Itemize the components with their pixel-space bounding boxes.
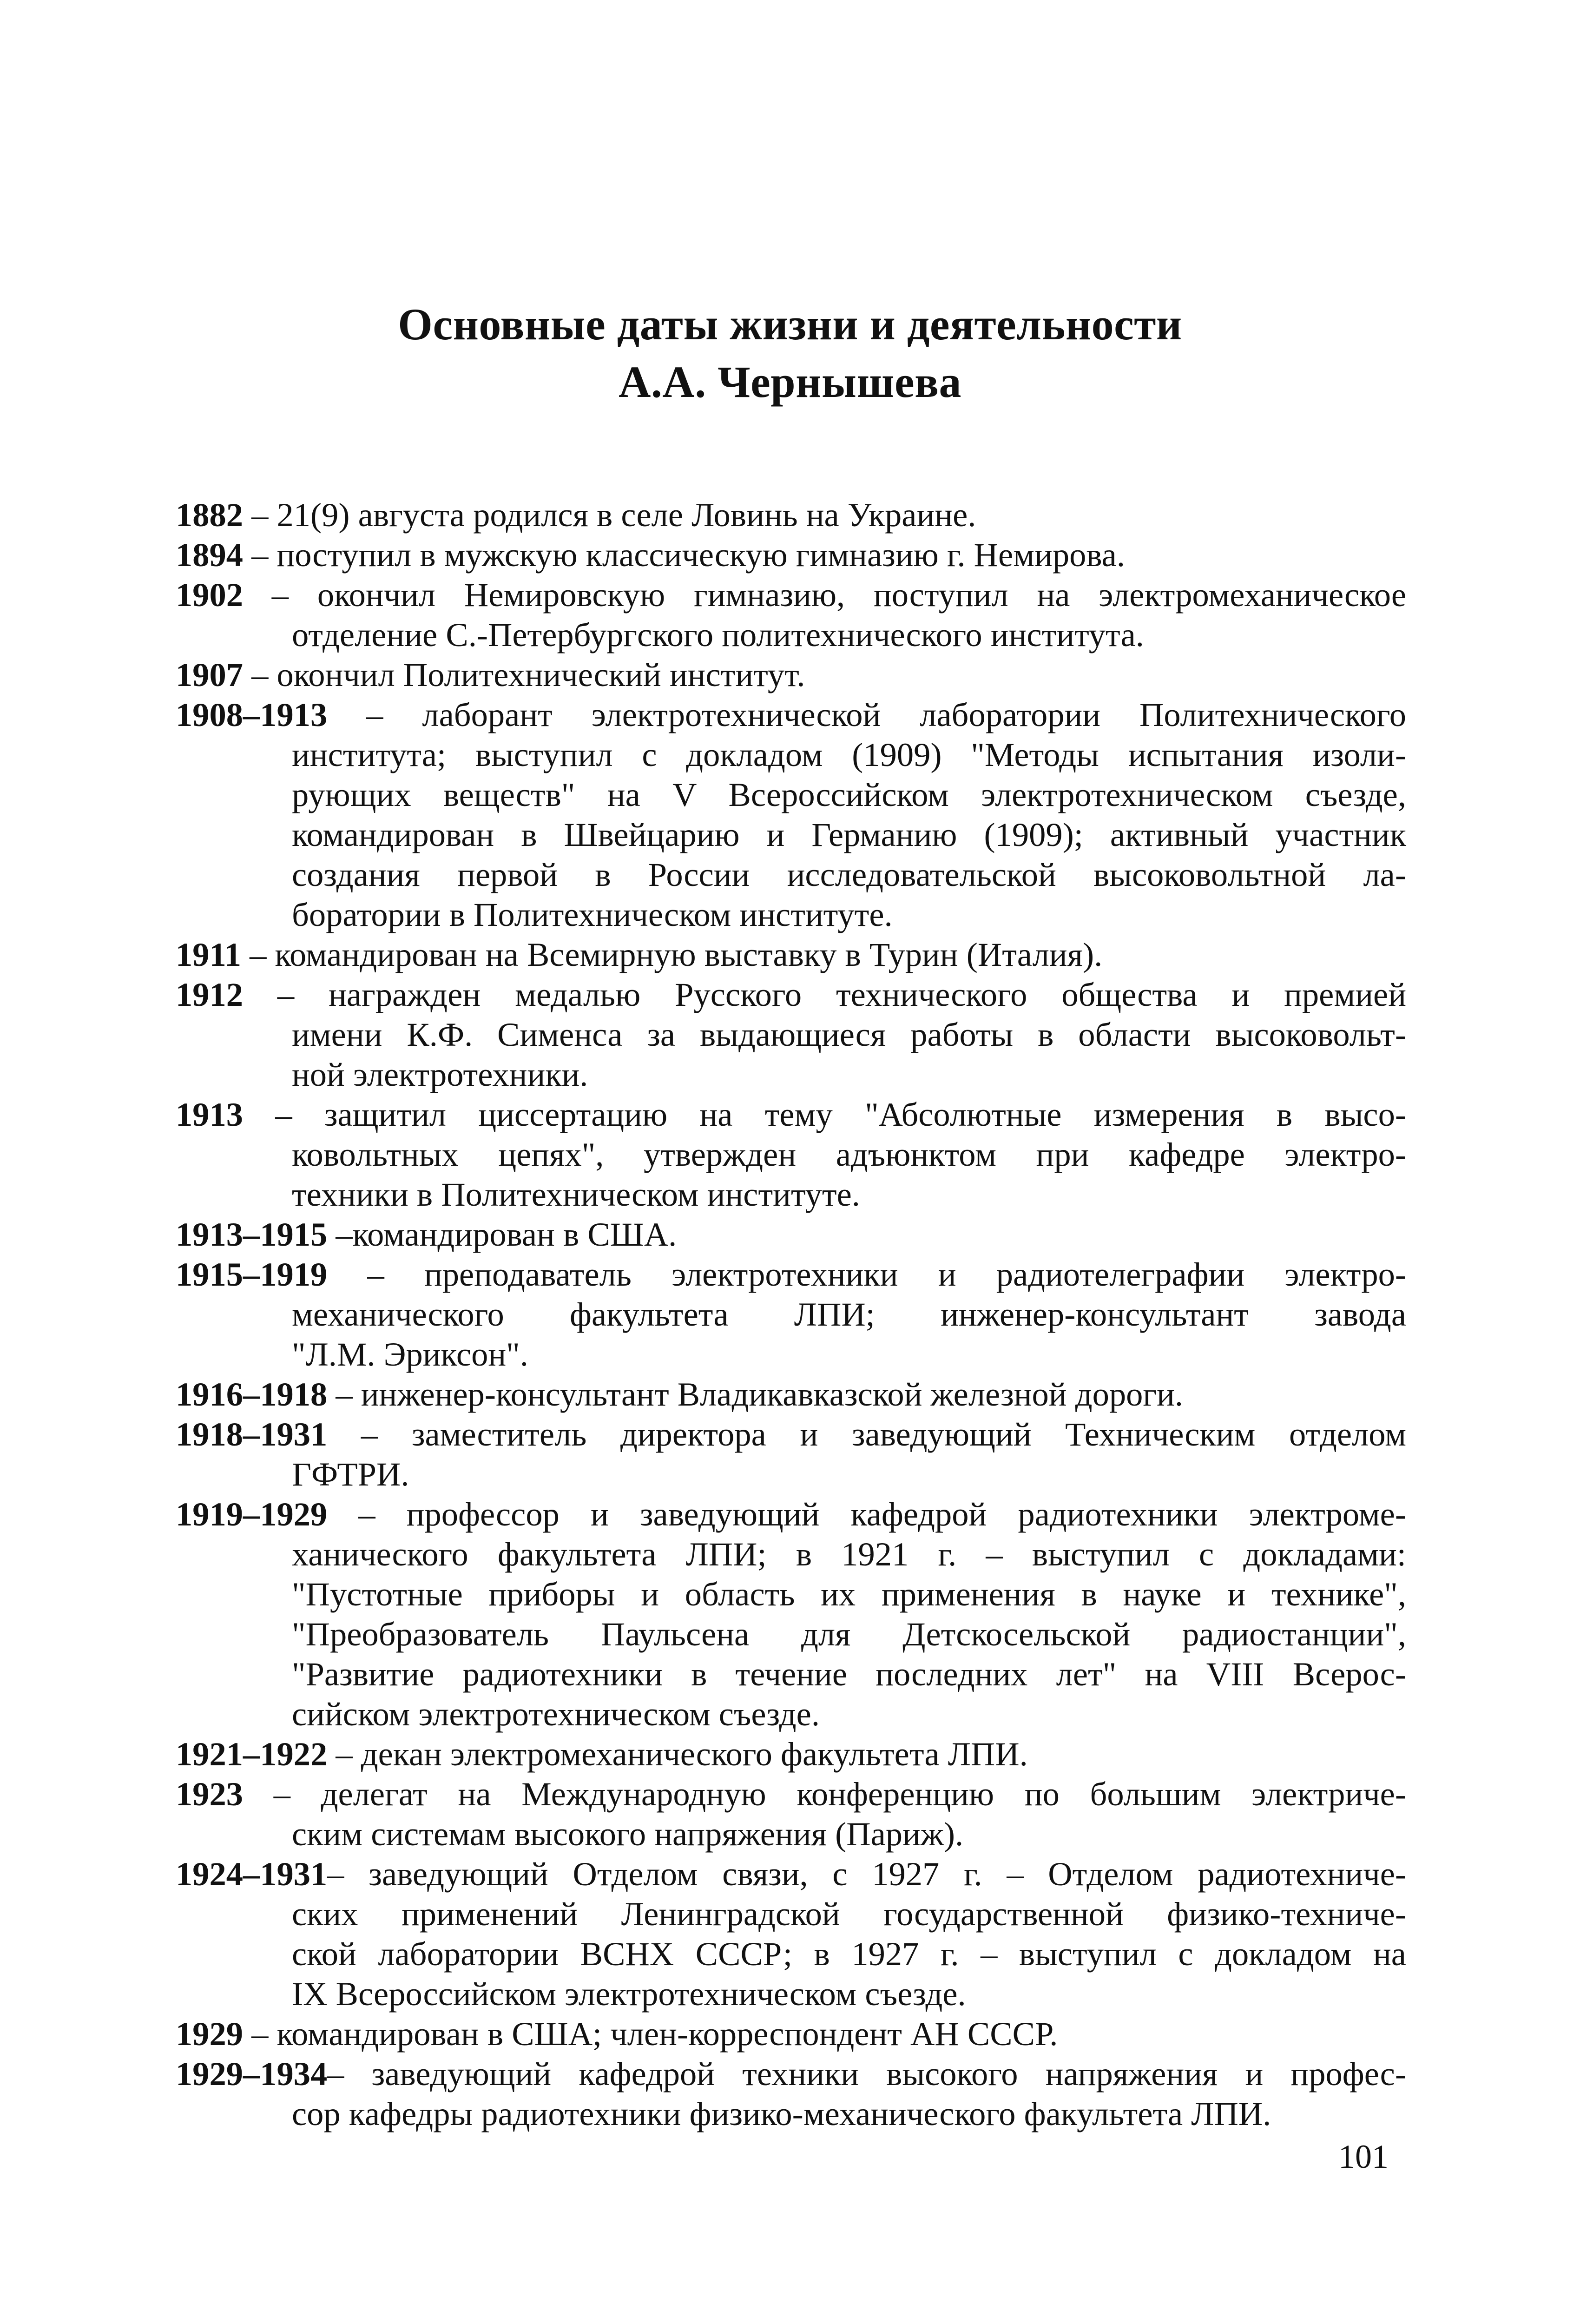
entry-continuation-line: рующих веществ" на V Всероссийском электротехническом съезде,	[292, 776, 1406, 813]
entry-continuation-line: института; выступил с докладом (1909) "Методы испытания изоли-	[292, 736, 1406, 773]
entry-first-line	[176, 1494, 1406, 1534]
entry-first-line	[176, 1254, 1406, 1294]
entry-year: 1908–1913	[176, 696, 328, 733]
entry-first-line	[176, 695, 1406, 735]
entry-text: декан электромеханического факультета ЛПИ.	[361, 1735, 1028, 1773]
entry-continuation-line: командирован в Швейцарию и Германию (1909); активный участник	[292, 816, 1406, 853]
chronology-entry	[176, 1494, 1406, 1734]
entry-year: 1894	[176, 536, 243, 574]
entry-continuation-line: "Преобразователь Паульсена для Детскосельской радиостанции",	[292, 1615, 1406, 1653]
entry-text: инженер-консультант Владикавказской железной дороги.	[361, 1375, 1183, 1413]
entry-dash: –	[243, 496, 277, 534]
entry-text: защитил циссертацию на тему "Абсолютные измерения в высо-	[324, 1096, 1407, 1133]
entry-year: 1882	[176, 496, 243, 534]
entry-first-line	[176, 1854, 1406, 1894]
entry-continuation-line: ским системам высокого напряжения (Париж).	[292, 1815, 964, 1853]
entry-dash: –	[327, 1375, 361, 1413]
entry-text: командирован в США.	[352, 1215, 677, 1253]
chronology-entry	[176, 1774, 1406, 1854]
entry-first-line	[176, 1734, 1406, 1774]
entry-continuation-line: "Развитие радиотехники в течение последних лет" на VIII Всерос-	[292, 1655, 1406, 1693]
chronology-entry	[176, 575, 1406, 655]
entry-first-line	[176, 1374, 1406, 1414]
entry-year: 1929	[176, 2015, 243, 2053]
entry-first-line	[176, 1095, 1406, 1135]
entry-continuation-line: ной электротехники.	[292, 1056, 588, 1093]
chronology-entry	[176, 495, 1406, 535]
entry-year: 1902	[176, 576, 243, 614]
entry-continuation-line: техники в Политехническом институте.	[292, 1175, 860, 1213]
entry-year: 1913	[176, 1096, 243, 1133]
entry-dash: –	[327, 1855, 369, 1893]
entry-continuation-line: ханического факультета ЛПИ; в 1921 г. – выступил с докладами:	[292, 1535, 1406, 1573]
entry-continuation-line: боратории в Политехническом институте.	[292, 896, 893, 933]
entry-year: 1923	[176, 1775, 243, 1813]
entry-dash: –	[243, 976, 329, 1013]
entry-first-line	[176, 2014, 1406, 2054]
chronology-entry	[176, 1734, 1406, 1774]
entry-text: преподаватель электротехники и радиотелеграфии электро-	[424, 1255, 1407, 1293]
entry-first-line	[176, 1215, 1406, 1254]
entry-continuation-line: отделение С.-Петербургского политехнического института.	[292, 616, 1144, 654]
entry-first-line	[176, 935, 1406, 975]
entry-text: лаборант электротехнической лаборатории Политехнического	[422, 696, 1406, 733]
entry-year: 1911	[176, 936, 241, 973]
entry-continuation-line: ской лаборатории ВСНХ СССР; в 1927 г. – выступил с докладом на	[292, 1935, 1406, 1973]
entry-first-line	[176, 575, 1406, 615]
entry-first-line	[176, 975, 1406, 1015]
entry-continuation-line: механического факультета ЛПИ; инженер-консультант завода	[292, 1295, 1406, 1333]
entry-year: 1913–1915	[176, 1215, 328, 1253]
chronology-entry	[176, 695, 1406, 935]
entry-year: 1912	[176, 976, 243, 1013]
entry-dash: –	[327, 2055, 372, 2093]
entry-text: заместитель директора и заведующий Техническим отделом	[411, 1415, 1406, 1453]
entry-year: 1907	[176, 656, 243, 693]
page-number: 101	[1338, 2138, 1389, 2175]
entry-dash: –	[243, 2015, 277, 2053]
entry-continuation-line: имени К.Ф. Сименса за выдающиеся работы в области высоковольт-	[292, 1016, 1406, 1053]
entry-continuation-line: IX Всероссийском электротехническом съезде.	[292, 1975, 966, 2013]
entry-first-line	[176, 2054, 1406, 2094]
entry-first-line	[176, 535, 1406, 575]
chronology-entry	[176, 1215, 1406, 1254]
entry-continuation-line: ковольтных цепях", утвержден адъюнктом при кафедре электро-	[292, 1136, 1406, 1173]
entry-year: 1924–1931	[176, 1855, 328, 1893]
entry-dash: –	[327, 1495, 407, 1533]
entry-continuation-line: ских применений Ленинградской государственной физико-техниче-	[292, 1895, 1406, 1933]
entry-dash: –	[243, 576, 317, 614]
entry-dash: –	[327, 1215, 353, 1253]
entry-text: заведующий Отделом связи, с 1927 г. – Отделом радиотехниче-	[369, 1855, 1407, 1893]
entry-continuation-line: "Л.М. Эриксон".	[292, 1335, 528, 1373]
entry-dash: –	[327, 1255, 424, 1293]
entry-continuation-line: "Пустотные приборы и область их применения в науке и технике",	[292, 1575, 1406, 1613]
entry-dash: –	[243, 536, 277, 574]
chronology-entry	[176, 1414, 1406, 1494]
entry-text: заведующий кафедрой техники высокого напряжения и профес-	[371, 2055, 1406, 2093]
chronology-list	[176, 495, 1406, 2134]
entry-year: 1916–1918	[176, 1375, 328, 1413]
chronology-entry	[176, 1854, 1406, 2014]
entry-year: 1918–1931	[176, 1415, 328, 1453]
entry-year: 1921–1922	[176, 1735, 328, 1773]
chronology-entry	[176, 2014, 1406, 2054]
page-title-line-1: Основные даты жизни и деятельности	[398, 299, 1182, 349]
entry-continuation-line: ГФТРИ.	[292, 1455, 409, 1493]
entry-text: награжден медалью Русского технического общества и премией	[329, 976, 1407, 1013]
chronology-entry	[176, 935, 1406, 975]
chronology-entry	[176, 975, 1406, 1095]
entry-text: командирован в США; член-корреспондент АН СССР.	[276, 2015, 1058, 2053]
entry-first-line	[176, 495, 1406, 535]
entry-year: 1929–1934	[176, 2055, 328, 2093]
entry-text: командирован на Всемирную выставку в Турин (Италия).	[275, 936, 1103, 973]
entry-dash: –	[327, 1735, 361, 1773]
entry-continuation-line: сийском электротехническом съезде.	[292, 1695, 820, 1733]
entry-text: делегат на Международную конференцию по большим электриче-	[321, 1775, 1406, 1813]
chronology-entry	[176, 1374, 1406, 1414]
entry-year: 1915–1919	[176, 1255, 328, 1293]
entry-dash: –	[243, 656, 277, 693]
entry-first-line	[176, 1414, 1406, 1454]
entry-text: окончил Политехнический институт.	[276, 656, 805, 693]
entry-dash: –	[241, 936, 275, 973]
page-title-line-2: А.А. Чернышева	[619, 357, 961, 407]
chronology-entry	[176, 2054, 1406, 2134]
chronology-entry	[176, 535, 1406, 575]
entry-text: профессор и заведующий кафедрой радиотехники электроме-	[406, 1495, 1407, 1533]
chronology-entry	[176, 655, 1406, 695]
entry-text: 21(9) августа родился в селе Ловинь на Украине.	[276, 496, 976, 534]
entry-year: 1919–1929	[176, 1495, 328, 1533]
entry-continuation-line: создания первой в России исследовательской высоковольтной ла-	[292, 856, 1406, 893]
entry-dash: –	[327, 1415, 412, 1453]
entry-first-line	[176, 1774, 1406, 1814]
entry-continuation-line: сор кафедры радиотехники физико-механического факультета ЛПИ.	[292, 2095, 1271, 2133]
entry-dash: –	[243, 1096, 324, 1133]
entry-text: окончил Немировскую гимназию, поступил на электромеханическое	[317, 576, 1407, 614]
entry-first-line	[176, 655, 1406, 695]
entry-dash: –	[327, 696, 422, 733]
chronology-entry	[176, 1254, 1406, 1374]
entry-dash: –	[243, 1775, 321, 1813]
entry-text: поступил в мужскую классическую гимназию г. Немирова.	[276, 536, 1125, 574]
chronology-entry	[176, 1095, 1406, 1215]
